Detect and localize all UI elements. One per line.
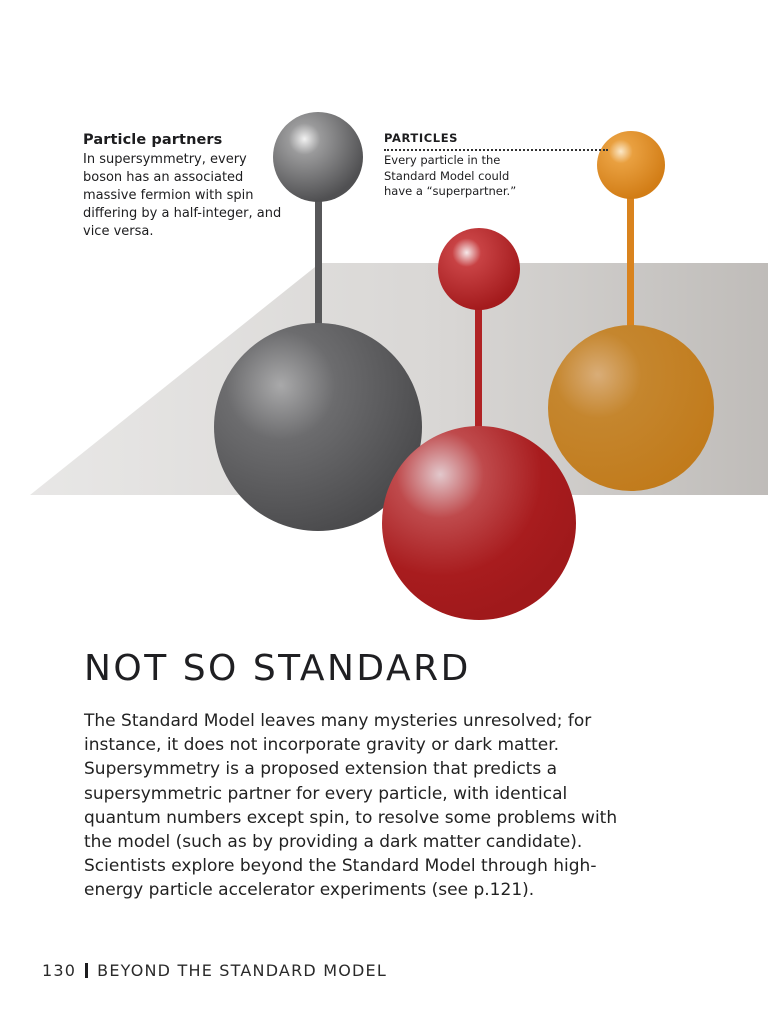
- grey-particle-sphere: [273, 112, 363, 202]
- caption-body: Every particle in the Standard Model could have a “superpartner.”: [384, 153, 517, 198]
- caption-label: PARTICLES: [384, 131, 459, 145]
- caption-title: Particle partners: [83, 132, 223, 148]
- chapter-title: BEYOND THE STANDARD MODEL: [97, 961, 387, 980]
- caption-body: In supersymmetry, every boson has an associated massive fermion with spin differing by a half-integer, and vice versa.: [83, 152, 282, 239]
- red-superpartner-sphere: [382, 426, 576, 620]
- page-footer: [42, 961, 387, 980]
- red-particle-sphere: [438, 228, 520, 310]
- particles-caption: [384, 131, 584, 200]
- particle-partners-caption: [83, 132, 283, 241]
- orange-superpartner-sphere: [548, 325, 714, 491]
- section-heading: NOT SO STANDARD: [84, 648, 471, 689]
- page-number: 130: [42, 961, 77, 980]
- footer-separator: [85, 963, 88, 978]
- orange-particle-sphere: [597, 131, 665, 199]
- body-paragraph: The Standard Model leaves many mysteries unresolved; for instance, it does not incorporate gravity or dark matter. Supersymmetry is a proposed extension that predicts a supersymmetric partner for every particle, with identical quantum numbers except spin, to resolve some problems with the model (such as by providing a dark matter candidate). Scientists explore beyond the Standard Model through high-energy particle accelerator experiments (see p.121).: [84, 711, 618, 901]
